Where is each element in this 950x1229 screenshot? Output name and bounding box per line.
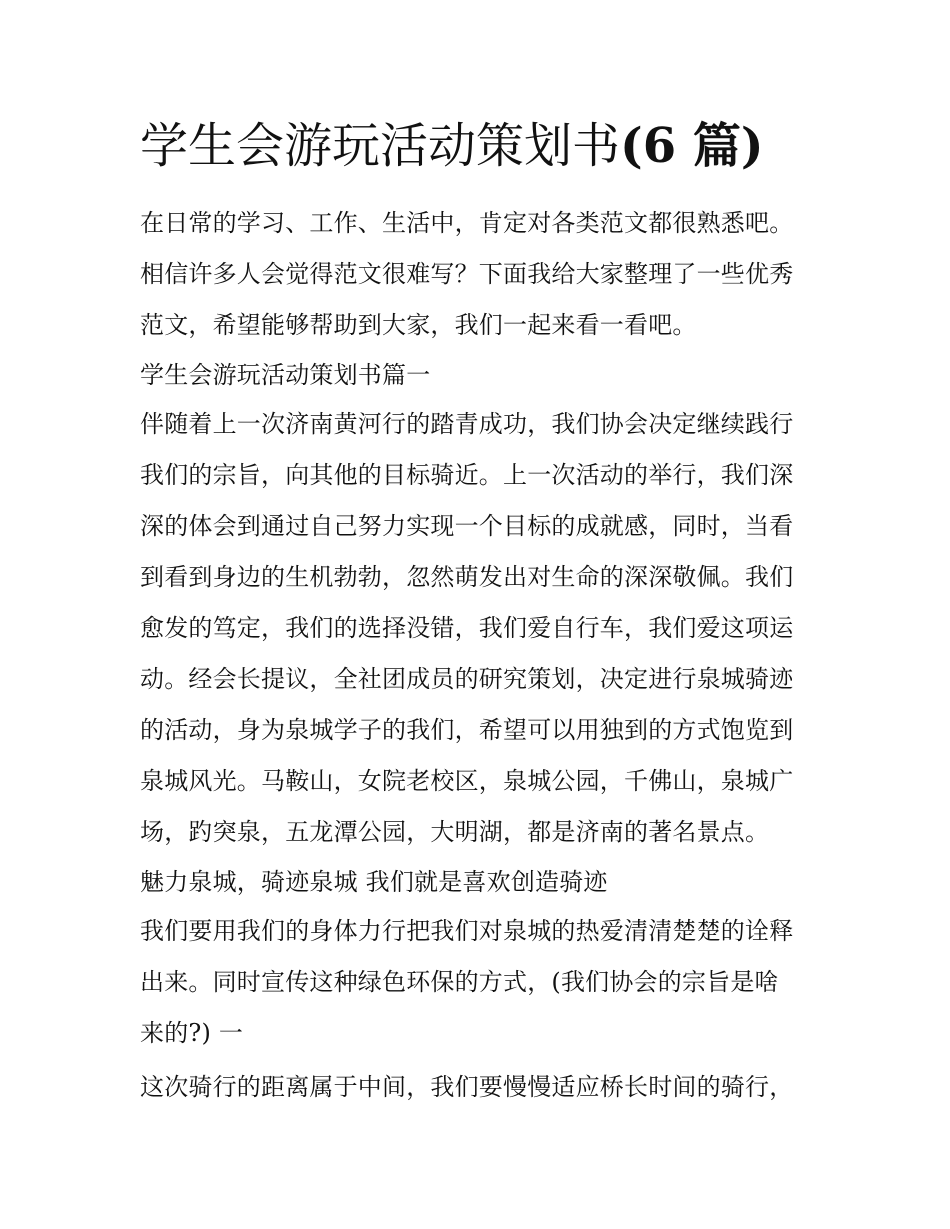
- slogan-line: [140, 858, 820, 906]
- text-line: 在日常的学习、工作、生活中，肯定对各类范文都很熟悉吧。: [140, 209, 794, 237]
- body-paragraph: [140, 399, 820, 858]
- text-line: 来的?) 一: [140, 1019, 244, 1047]
- title-text: 学生会游玩活动策划书: [140, 118, 621, 174]
- body-paragraph: [140, 906, 820, 1059]
- intro-paragraph: [140, 198, 820, 351]
- text-line: 动。经会长提议，全社团成员的研究策划，决定进行泉城骑迹: [140, 665, 794, 693]
- text-line: 这次骑行的距离属于中间，我们要慢慢适应桥长时间的骑行，: [140, 1073, 794, 1101]
- title-count: (6 篇): [620, 118, 764, 174]
- text-line: 范文，希望能够帮助到大家，我们一起来看一看吧。: [140, 311, 697, 339]
- text-line: 伴随着上一次济南黄河行的踏青成功，我们协会决定继续践行: [140, 410, 794, 438]
- text-line: 到看到身边的生机勃勃，忽然萌发出对生命的深深敬佩。我们: [140, 563, 794, 591]
- text-line: 泉城风光。马鞍山，女院老校区，泉城公园，千佛山，泉城广: [140, 767, 794, 795]
- text-line: 愈发的笃定，我们的选择没错，我们爱自行车，我们爱这项运: [140, 614, 794, 642]
- document-body: [140, 198, 820, 1115]
- text-line: 场，趵突泉，五龙潭公园，大明湖，都是济南的著名景点。: [140, 818, 770, 846]
- body-paragraph: [140, 1059, 820, 1115]
- text-line: 相信许多人会觉得范文很难写？下面我给大家整理了一些优秀: [140, 260, 794, 288]
- text-line: 出来。同时宣传这种绿色环保的方式，(我们协会的宗旨是啥: [140, 968, 779, 996]
- section-heading: [140, 351, 820, 399]
- text-line: 我们的宗旨，向其他的目标骑近。上一次活动的举行，我们深: [140, 461, 794, 489]
- text-line: 魅力泉城，骑迹泉城 我们就是喜欢创造骑迹: [140, 868, 608, 896]
- text-line: 学生会游玩活动策划书篇一: [140, 361, 431, 389]
- text-line: 的活动，身为泉城学子的我们，希望可以用独到的方式饱览到: [140, 716, 794, 744]
- text-line: 深的体会到通过自己努力实现一个目标的成就感，同时，当看: [140, 512, 794, 540]
- text-line: 我们要用我们的身体力行把我们对泉城的热爱清清楚楚的诠释: [140, 917, 794, 945]
- document-title: [140, 116, 764, 176]
